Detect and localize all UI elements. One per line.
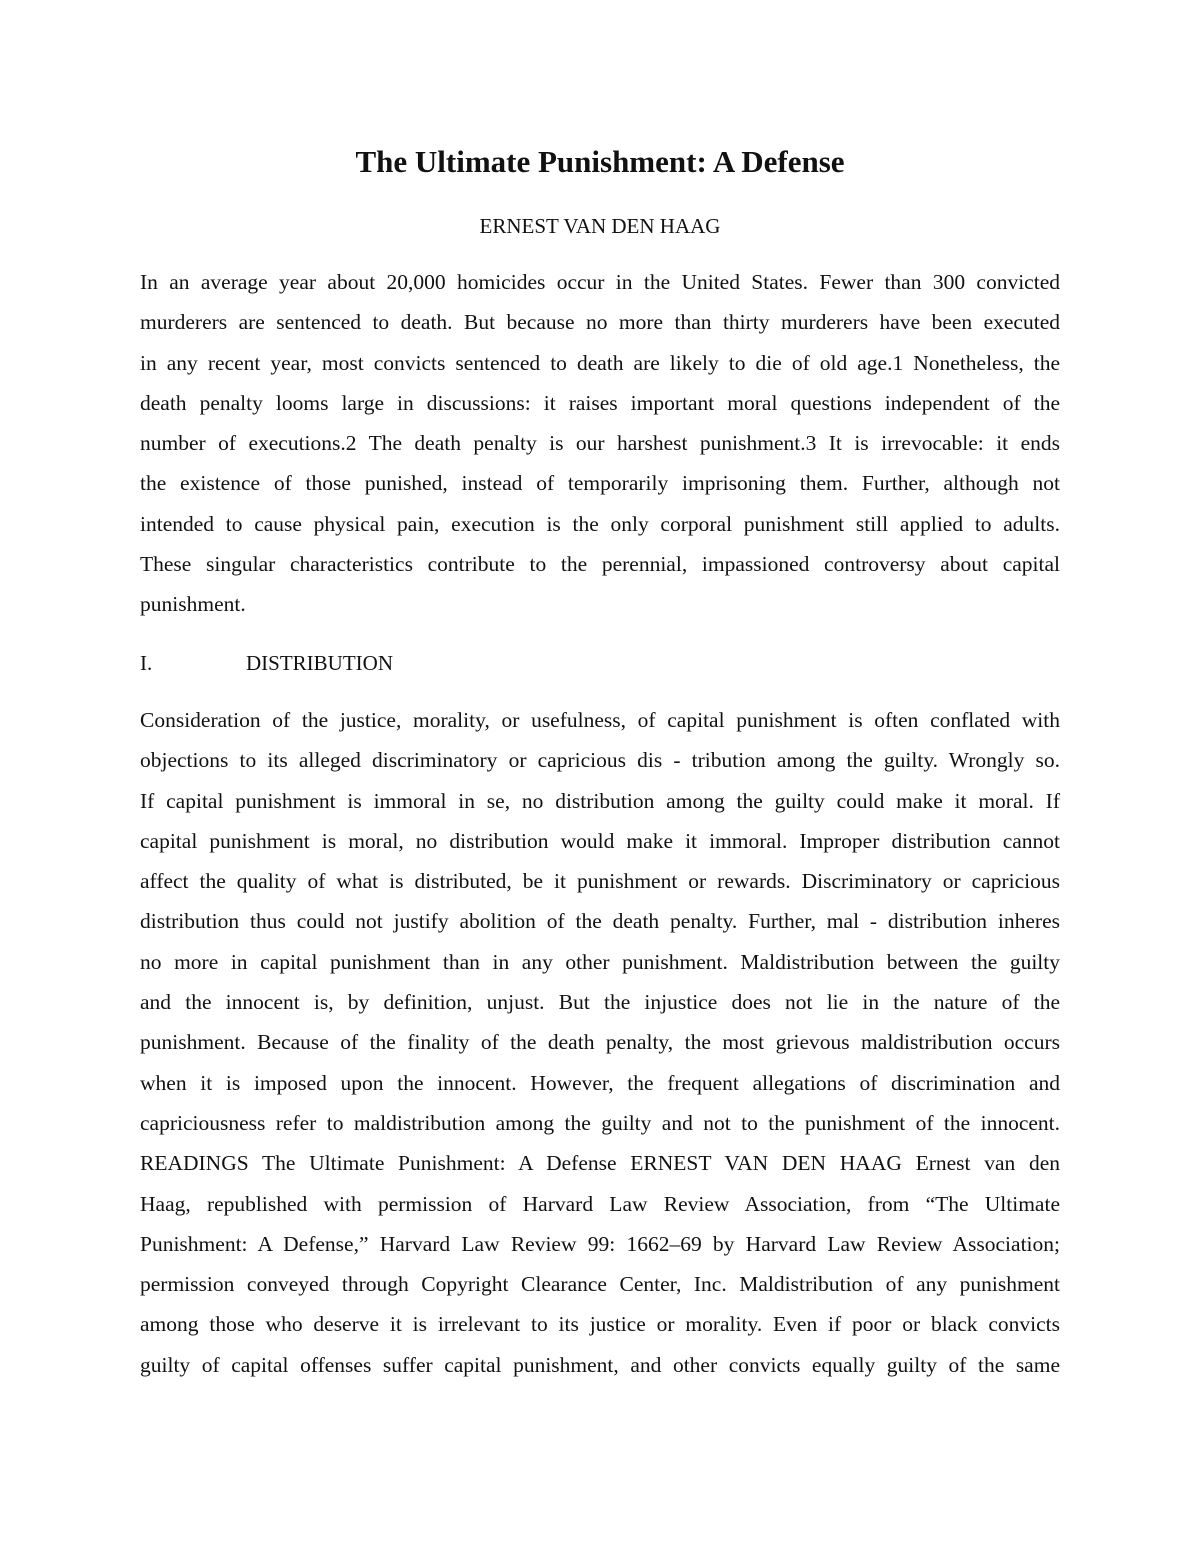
author-name: ERNEST VAN DEN HAAG: [479, 214, 721, 238]
paragraph-line: If capital punishment is immoral in se, no distribution among the guilty could make it moral. If: [140, 788, 1060, 813]
paragraph-line: guilty of capital offenses suffer capital punishment, and other convicts equally guilty of the same: [140, 1352, 1060, 1377]
paragraph-line: murderers are sentenced to death. But because no more than thirty murderers have been executed: [140, 310, 1060, 335]
paragraph-line: Consideration of the justice, morality, or usefulness, of capital punishment is often conflated with: [140, 708, 1060, 732]
section-number: I.: [140, 651, 153, 675]
paragraph-line: Punishment: A Defense,” Harvard Law Review 99: 1662–69 by Harvard Law Review Association;: [140, 1231, 1060, 1256]
paragraph-line: among those who deserve it is irrelevant to its justice or morality. Even if poor or black convicts: [140, 1312, 1060, 1337]
paragraph-line: when it is imposed upon the innocent. However, the frequent allegations of discrimination and: [140, 1070, 1060, 1095]
paragraph-line: intended to cause physical pain, execution is the only corporal punishment still applied to adults.: [140, 511, 1060, 536]
paragraph-line: punishment.: [140, 592, 246, 617]
paragraph-line: the existence of those punished, instead of temporarily imprisoning them. Further, although not: [140, 471, 1060, 496]
paragraph-line: Haag, republished with permission of Harvard Law Review Association, from “The Ultimate: [140, 1191, 1060, 1216]
paragraph-line: number of executions.2 The death penalty is our harshest punishment.3 It is irrevocable: it ends: [140, 431, 1060, 456]
paragraph-line: capriciousness refer to maldistribution among the guilty and not to the punishment of the innocent.: [140, 1110, 1060, 1135]
paragraph-line: and the innocent is, by definition, unjust. But the injustice does not lie in the nature of the: [140, 990, 1060, 1015]
paragraph-line: distribution thus could not justify abolition of the death penalty. Further, mal - distribution inheres: [140, 909, 1060, 934]
document-title: The Ultimate Punishment: A Defense: [355, 144, 845, 179]
intro-paragraph: [140, 262, 1060, 625]
section-heading: [140, 645, 393, 681]
paragraph-line: punishment. Because of the finality of the death penalty, the most grievous maldistribution occurs: [140, 1030, 1060, 1055]
paragraph-line: permission conveyed through Copyright Clearance Center, Inc. Maldistribution of any punishment: [140, 1272, 1060, 1297]
section-title: DISTRIBUTION: [246, 651, 393, 675]
paragraph-line: capital punishment is moral, no distribution would make it immoral. Improper distribution cannot: [140, 828, 1060, 853]
paragraph-line: no more in capital punishment than in any other punishment. Maldistribution between the guilty: [140, 949, 1060, 974]
paragraph-line: in any recent year, most convicts sentenced to death are likely to die of old age.1 Nonetheless, the: [140, 350, 1060, 375]
body-paragraph: [140, 700, 1060, 1385]
paragraph-line: In an average year about 20,000 homicides occur in the United States. Fewer than 300 convicted: [140, 270, 1060, 294]
paragraph-line: These singular characteristics contribute to the perennial, impassioned controversy about capital: [140, 552, 1060, 577]
paragraph-line: affect the quality of what is distributed, be it punishment or rewards. Discriminatory or capricious: [140, 869, 1060, 894]
paragraph-line: death penalty looms large in discussions: it raises important moral questions independent of the: [140, 390, 1060, 415]
paragraph-line: READINGS The Ultimate Punishment: A Defense ERNEST VAN DEN HAAG Ernest van den: [140, 1151, 1060, 1176]
paragraph-line: objections to its alleged discriminatory or capricious dis - tribution among the guilty. Wrongly so.: [140, 748, 1060, 773]
